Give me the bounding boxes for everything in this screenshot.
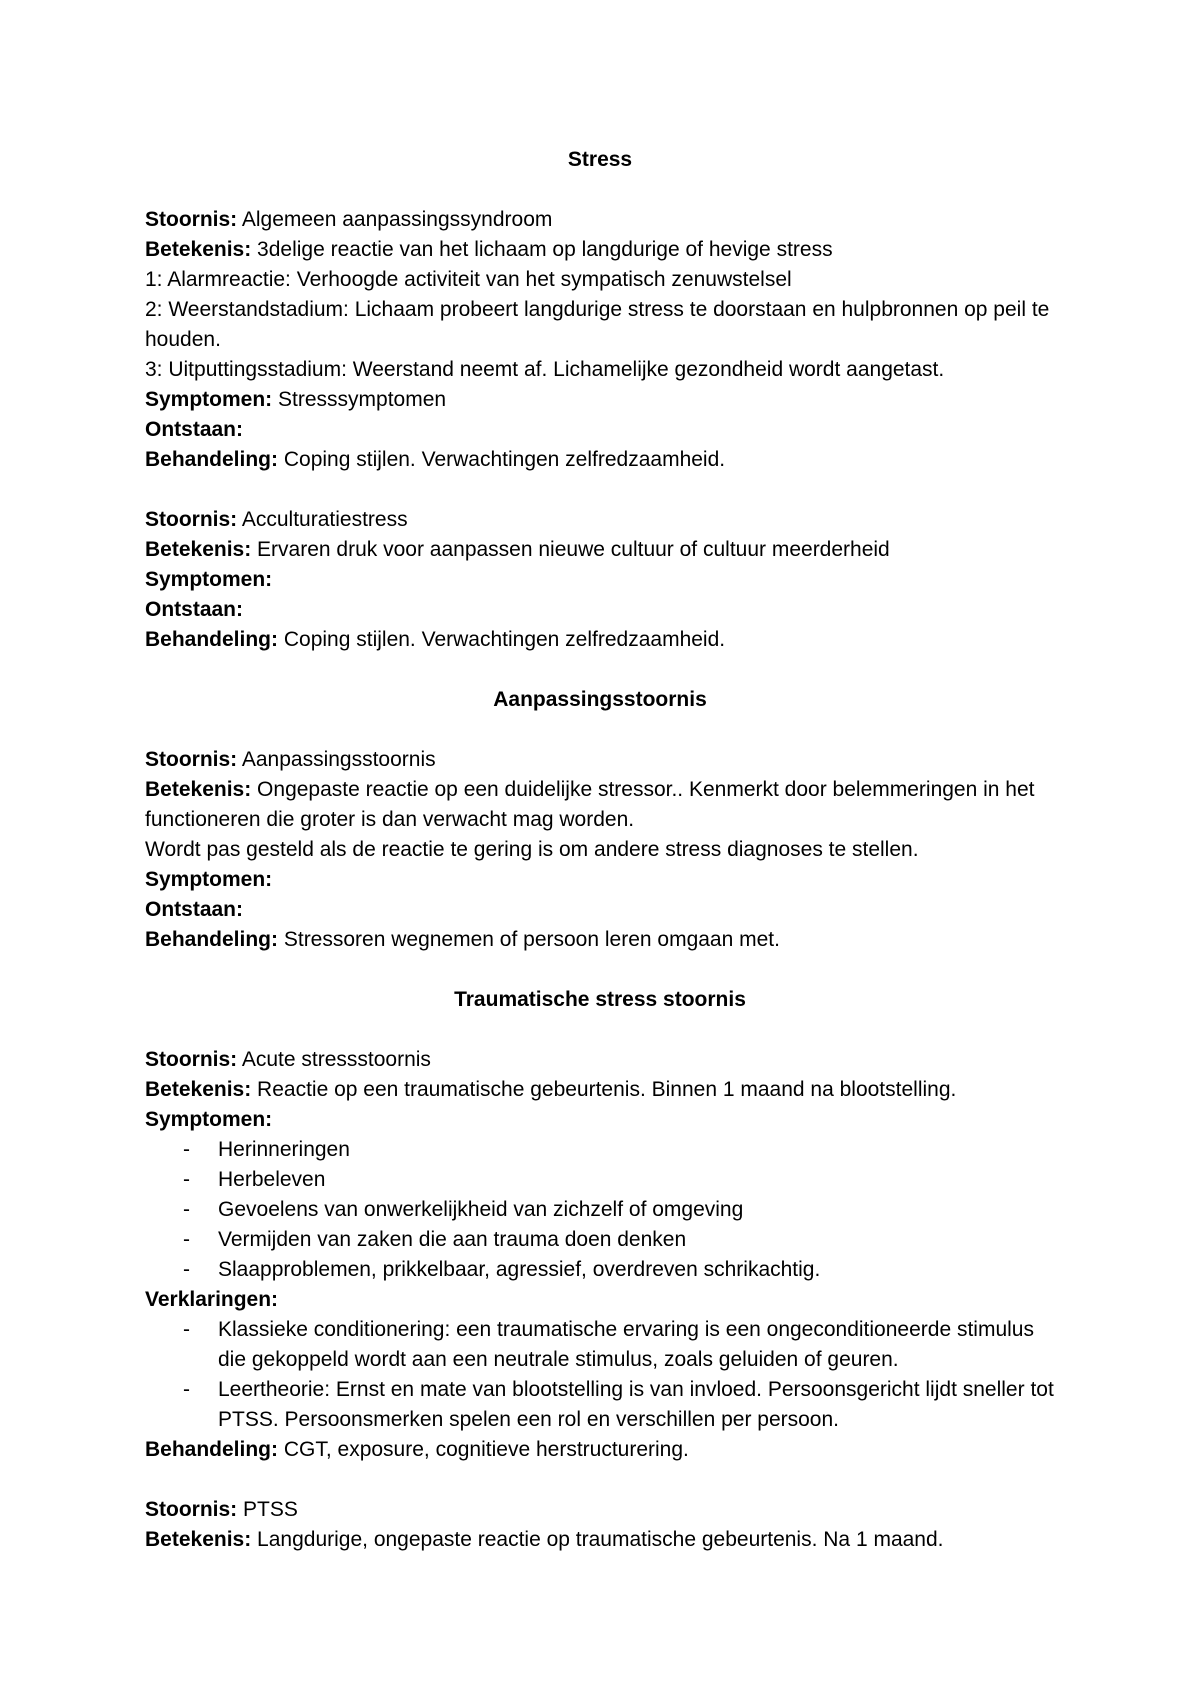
behandeling-line [145, 445, 1055, 475]
behandeling-value: CGT, exposure, cognitieve herstructurering. [278, 1438, 689, 1461]
betekenis-label: Betekenis: [145, 1078, 252, 1101]
list-item-text: Leertheorie: Ernst en mate van blootstelling is van invloed. Persoonsgericht lijdt sneller tot PTSS. Persoonsmerken spelen een rol en verschillen per persoon. [218, 1378, 1054, 1431]
document-page [145, 145, 1055, 1555]
stoornis-value: PTSS [237, 1498, 298, 1521]
bullet-dash: - [183, 1168, 190, 1191]
list-item-text: Gevoelens van onwerkelijkheid van zichzelf of omgeving [218, 1198, 744, 1221]
list-item [145, 1315, 1055, 1375]
betekenis-label: Betekenis: [145, 1528, 252, 1551]
ontstaan-label: Ontstaan: [145, 898, 244, 921]
betekenis-label: Betekenis: [145, 238, 252, 261]
betekenis-value: Reactie op een traumatische gebeurtenis. Binnen 1 maand na blootstelling. [251, 1078, 957, 1101]
behandeling-value: Coping stijlen. Verwachtingen zelfredzaamheid. [278, 448, 726, 471]
verklaringen-line [145, 1285, 1055, 1315]
stage-1-line: 1: Alarmreactie: Verhoogde activiteit van het sympatisch zenuwstelsel [145, 268, 792, 291]
bullet-dash: - [183, 1198, 190, 1221]
symptomen-label: Symptomen: [145, 388, 273, 411]
symptomen-label: Symptomen: [145, 568, 273, 591]
behandeling-value: Coping stijlen. Verwachtingen zelfredzaamheid. [278, 628, 726, 651]
betekenis-value: Langdurige, ongepaste reactie op traumatische gebeurtenis. Na 1 maand. [251, 1528, 944, 1551]
list-item [145, 1135, 1055, 1165]
stage-3-line: 3: Uitputtingsstadium: Weerstand neemt af. Lichamelijke gezondheid wordt aangetast. [145, 358, 945, 381]
behandeling-line [145, 925, 1055, 955]
stoornis-label: Stoornis: [145, 1048, 238, 1071]
stoornis-value: Acute stressstoornis [237, 1048, 431, 1071]
list-item-text: Vermijden van zaken die aan trauma doen denken [218, 1228, 687, 1251]
betekenis-value: Ongepaste reactie op een duidelijke stressor.. Kenmerkt door belemmeringen in het functioneren die groter is dan verwacht mag worden. [145, 778, 1035, 831]
betekenis-line [145, 535, 1055, 565]
entry-acculturatiestress [145, 505, 1055, 655]
symptomen-label: Symptomen: [145, 1108, 273, 1131]
symptomen-line [145, 865, 1055, 895]
behandeling-value: Stressoren wegnemen of persoon leren omgaan met. [278, 928, 780, 951]
section-title-stress: Stress [567, 148, 633, 171]
section-title-traumatische-stress: Traumatische stress stoornis [454, 988, 746, 1011]
ontstaan-line [145, 595, 1055, 625]
stoornis-label: Stoornis: [145, 208, 238, 231]
betekenis-line [145, 1075, 1055, 1105]
entry-ptss [145, 1495, 1055, 1555]
list-item [145, 1225, 1055, 1255]
betekenis-line [145, 775, 1055, 835]
stoornis-value: Algemeen aanpassingssyndroom [237, 208, 553, 231]
symptomen-line [145, 1105, 1055, 1135]
entry-algemeen-aanpassingssyndroom [145, 205, 1055, 475]
bullet-dash: - [183, 1138, 190, 1161]
behandeling-line [145, 1435, 1055, 1465]
list-item-text: Slaapproblemen, prikkelbaar, agressief, overdreven schrikachtig. [218, 1258, 821, 1281]
behandeling-label: Behandeling: [145, 448, 279, 471]
stoornis-label: Stoornis: [145, 508, 238, 531]
list-item-text: Herinneringen [218, 1138, 350, 1161]
stoornis-label: Stoornis: [145, 1498, 238, 1521]
betekenis-label: Betekenis: [145, 538, 252, 561]
list-item [145, 1195, 1055, 1225]
behandeling-label: Behandeling: [145, 628, 279, 651]
verklaringen-list [145, 1315, 1055, 1435]
symptomen-list [145, 1135, 1055, 1285]
behandeling-line [145, 625, 1055, 655]
ontstaan-label: Ontstaan: [145, 418, 244, 441]
behandeling-label: Behandeling: [145, 1438, 279, 1461]
ontstaan-label: Ontstaan: [145, 598, 244, 621]
stoornis-value: Acculturatiestress [237, 508, 408, 531]
entry-aanpassingsstoornis [145, 745, 1055, 955]
betekenis-line [145, 1525, 1055, 1555]
list-item-text: Herbeleven [218, 1168, 326, 1191]
behandeling-label: Behandeling: [145, 928, 279, 951]
symptomen-label: Symptomen: [145, 868, 273, 891]
list-item-text: Klassieke conditionering: een traumatische ervaring is een ongeconditioneerde stimulus die gekoppeld wordt aan een neutrale stimulus, zoals geluiden of geuren. [218, 1318, 1034, 1371]
entry-acute-stressstoornis [145, 1045, 1055, 1465]
section-title-aanpassingsstoornis: Aanpassingsstoornis [493, 688, 707, 711]
symptomen-line [145, 565, 1055, 595]
stoornis-line [145, 745, 1055, 775]
ontstaan-line [145, 895, 1055, 925]
stoornis-line [145, 205, 1055, 235]
betekenis-value: 3delige reactie van het lichaam op langdurige of hevige stress [251, 238, 833, 261]
bullet-dash: - [183, 1228, 190, 1251]
list-item [145, 1255, 1055, 1285]
stoornis-line [145, 1045, 1055, 1075]
bullet-dash: - [183, 1378, 190, 1401]
stoornis-line [145, 1495, 1055, 1525]
stoornis-value: Aanpassingsstoornis [237, 748, 436, 771]
bullet-dash: - [183, 1258, 190, 1281]
stoornis-line [145, 505, 1055, 535]
betekenis-line [145, 235, 1055, 265]
symptomen-value: Stresssymptomen [272, 388, 447, 411]
stage-2-line: 2: Weerstandstadium: Lichaam probeert langdurige stress te doorstaan en hulpbronnen op peil te houden. [145, 298, 1050, 351]
betekenis-label: Betekenis: [145, 778, 252, 801]
ontstaan-line [145, 415, 1055, 445]
betekenis-extra-line: Wordt pas gesteld als de reactie te gering is om andere stress diagnoses te stellen. [145, 838, 919, 861]
list-item [145, 1375, 1055, 1435]
betekenis-value: Ervaren druk voor aanpassen nieuwe cultuur of cultuur meerderheid [251, 538, 890, 561]
list-item [145, 1165, 1055, 1195]
symptomen-line [145, 385, 1055, 415]
verklaringen-label: Verklaringen: [145, 1288, 279, 1311]
stoornis-label: Stoornis: [145, 748, 238, 771]
bullet-dash: - [183, 1318, 190, 1341]
